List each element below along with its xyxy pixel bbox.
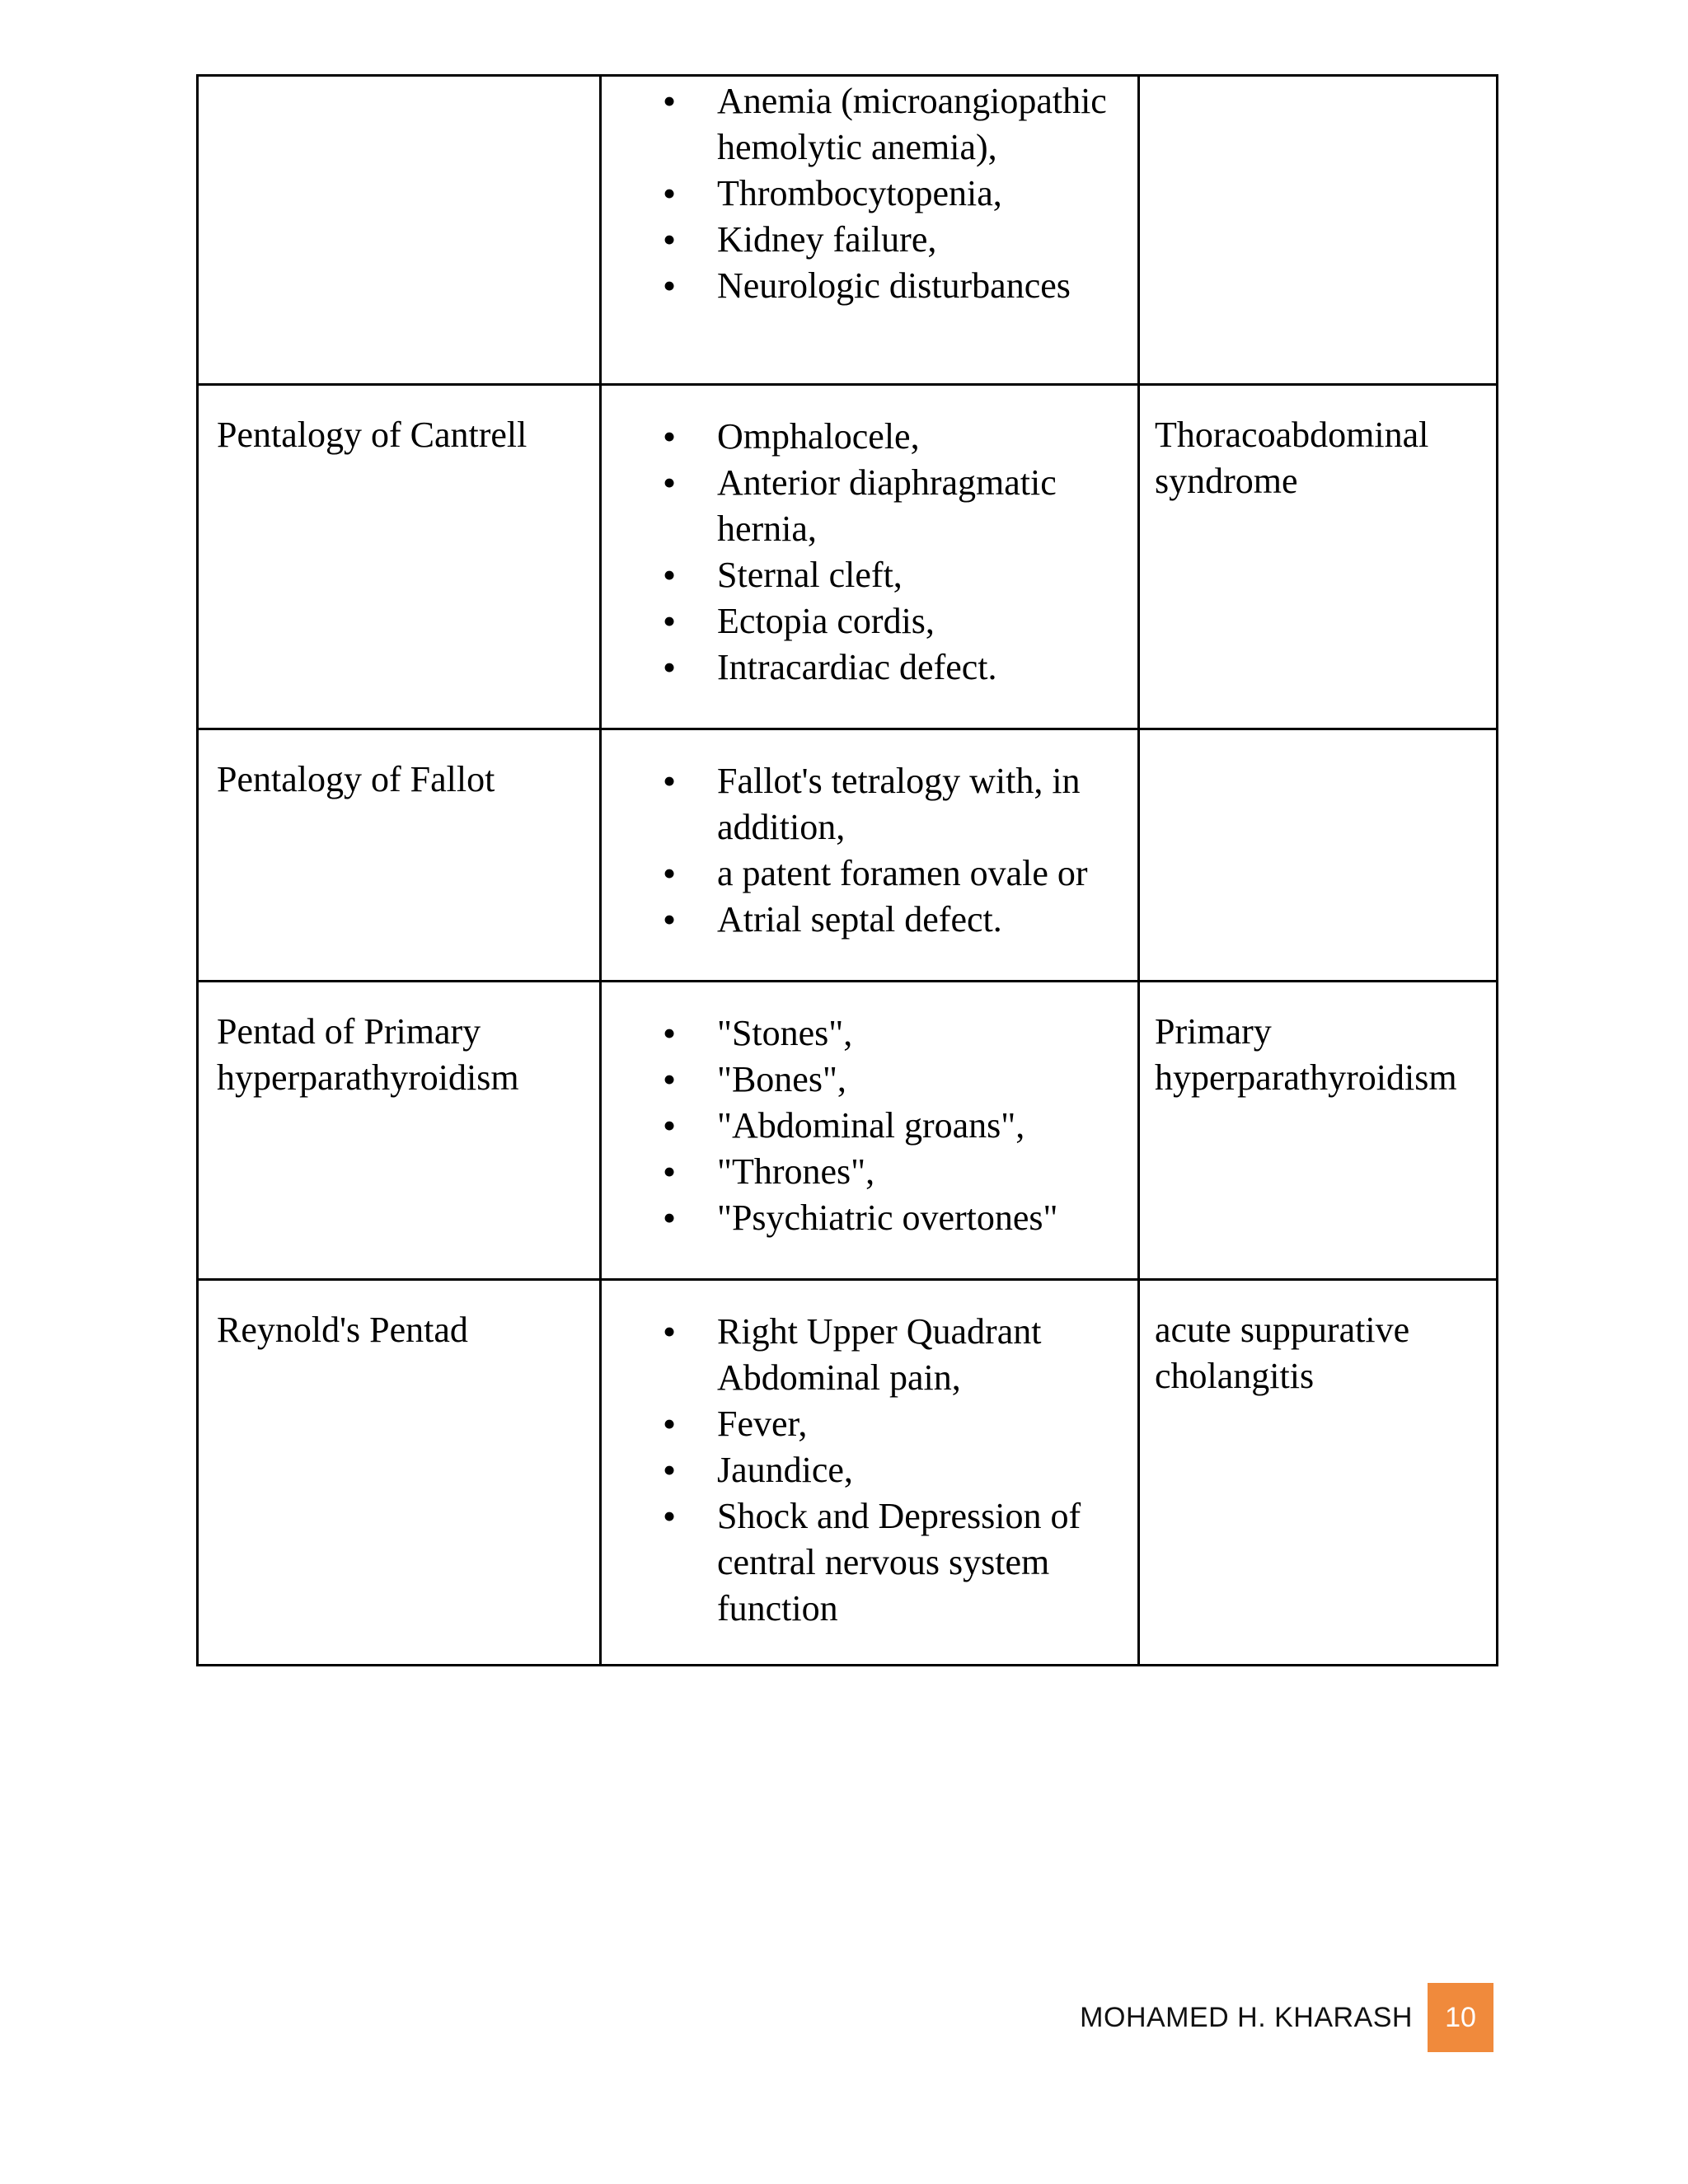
syndrome-table [196, 74, 1498, 1666]
list-item: • "Stones", [602, 1010, 1137, 1057]
table-row [198, 982, 1498, 1280]
table-row [198, 1280, 1498, 1666]
list-item: • Sternal cleft, [602, 552, 1137, 598]
list-item: • Kidney failure, [602, 217, 1137, 263]
features-cell [601, 982, 1139, 1280]
list-item: • Shock and Depression of central nervous system function [602, 1493, 1137, 1632]
list-item: • Fallot's tetralogy with, in addition, [602, 758, 1137, 851]
list-item: • Anemia (microangiopathic hemolytic anemia), [602, 78, 1137, 171]
features-cell [601, 1280, 1139, 1666]
feature-list [602, 77, 1137, 309]
table-row [198, 385, 1498, 729]
list-item: • "Psychiatric overtones" [602, 1195, 1137, 1241]
list-item: • Thrombocytopenia, [602, 171, 1137, 217]
feature-list [602, 730, 1137, 943]
alias-cell [1139, 76, 1498, 385]
table-row [198, 729, 1498, 982]
list-item: • Intracardiac defect. [602, 644, 1137, 691]
feature-list [602, 386, 1137, 691]
list-item: • Fever, [602, 1401, 1137, 1447]
alias-cell: acute suppurative cholangitis [1139, 1280, 1498, 1666]
list-item: • "Thrones", [602, 1149, 1137, 1195]
page-footer [1080, 1983, 1493, 2052]
list-item: • "Bones", [602, 1057, 1137, 1103]
list-item: • Anterior diaphragmatic hernia, [602, 460, 1137, 552]
syndrome-name-cell: Pentalogy of Cantrell [198, 385, 601, 729]
syndrome-name-cell: Pentad of Primary hyperparathyroidism [198, 982, 601, 1280]
author-name: MOHAMED H. KHARASH [1080, 2001, 1413, 2033]
syndrome-name-cell: Reynold's Pentad [198, 1280, 601, 1666]
syndrome-name-cell: Pentalogy of Fallot [198, 729, 601, 982]
list-item: • Right Upper Quadrant Abdominal pain, [602, 1309, 1137, 1401]
syndrome-name-cell [198, 76, 601, 385]
features-cell [601, 76, 1139, 385]
list-item: • a patent foramen ovale or [602, 851, 1137, 897]
list-item: • Omphalocele, [602, 414, 1137, 460]
feature-list [602, 1281, 1137, 1632]
alias-cell [1139, 729, 1498, 982]
list-item: • Ectopia cordis, [602, 598, 1137, 644]
alias-cell: Primary hyperparathyroidism [1139, 982, 1498, 1280]
table-row [198, 76, 1498, 385]
list-item: • Atrial septal defect. [602, 897, 1137, 943]
list-item: • Jaundice, [602, 1447, 1137, 1493]
list-item: • "Abdominal groans", [602, 1103, 1137, 1149]
feature-list [602, 982, 1137, 1241]
features-cell [601, 729, 1139, 982]
list-item: • Neurologic disturbances [602, 263, 1137, 309]
features-cell [601, 385, 1139, 729]
alias-cell: Thoracoabdominal syndrome [1139, 385, 1498, 729]
page-number-badge: 10 [1428, 1983, 1493, 2052]
